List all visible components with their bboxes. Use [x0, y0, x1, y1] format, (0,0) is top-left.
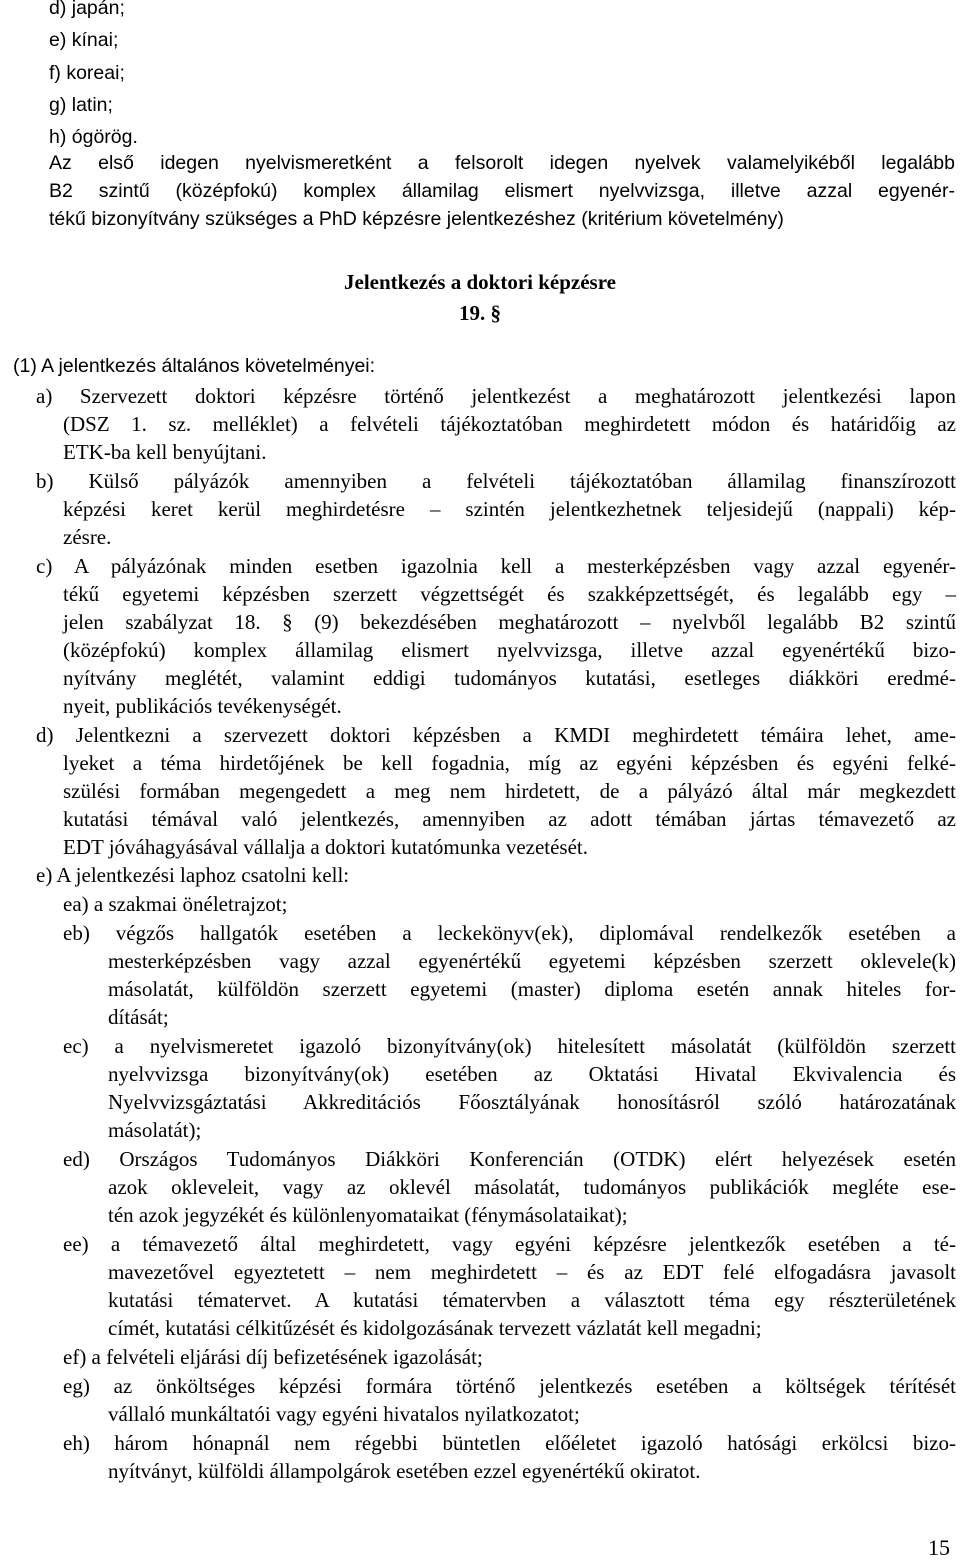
item-c-line: jelen szabályzat 18. § (9) bekezdésében meghatározott – nyelvből legalább B2 szintű: [63, 610, 956, 634]
item-a-line: ETK-ba kell benyújtani.: [63, 440, 267, 464]
list-item-d: d) japán;: [49, 0, 125, 19]
item-ed-line: azok okleveleit, vagy az oklevél másolatát, tudományos publikációk megléte ese-: [108, 1175, 956, 1199]
item-ed-line: ed) Országos Tudományos Diákköri Konferencián (OTDK) elért helyezések esetén: [63, 1147, 956, 1171]
item-ea: ea) a szakmai önéletrajzot;: [63, 892, 288, 916]
item-eb-line: mesterképzésben vagy azzal egyenértékű egyetemi képzésben szerzett oklevele(k): [108, 949, 956, 973]
item-d-line: EDT jóváhagyásával vállalja a doktori kutatómunka vezetését.: [63, 835, 589, 859]
item-eb-line: másolatát, külföldön szerzett egyetemi (master) diploma esetén annak hiteles for-: [108, 977, 956, 1001]
item-ee-line: mavezetővel egyeztetett – nem meghirdetett – és az EDT felé elfogadásra javasolt: [108, 1260, 956, 1284]
item-b-line: b) Külső pályázók amennyiben a felvételi tájékoztatóban államilag finanszírozott: [36, 469, 956, 493]
item-ee-line: ee) a témavezető által meghirdetett, vagy egyéni képzésre jelentkezők esetében a té-: [63, 1232, 956, 1256]
language-paragraph-line: Az első idegen nyelvismeretként a felsorolt idegen nyelvek valamelyikéből legalább: [49, 152, 955, 174]
item-c-line: (középfokú) komplex államilag elismert nyelvvizsga, illetve azzal egyenértékű bizo-: [63, 638, 956, 662]
section-title: Jelentkezés a doktori képzésre: [344, 270, 616, 294]
item-d-line: szülési formában megengedett a meg nem hirdetett, de a pályázó által már megkezdett: [63, 779, 956, 803]
item-ec-line: ec) a nyelvismeretet igazoló bizonyítvány(ok) hitelesített másolatát (külföldön szerzett: [63, 1034, 956, 1058]
item-ed-line: tén azok jegyzékét és különlenyomataikat (fénymásolataikat);: [108, 1203, 628, 1227]
item-d-line: d) Jelentkezni a szervezett doktori képzésben a KMDI meghirdetett témáira lehet, ame-: [36, 723, 956, 747]
item-eg-line: eg) az önköltséges képzési formára történő jelentkezés esetében a költségek térítését: [63, 1374, 956, 1398]
item-c-line: nyeit, publikációs tevékenységét.: [63, 694, 342, 718]
item-ee-line: címét, kutatási célkitűzését és kidolgozásának tervezett vázlatát kell megadni;: [108, 1316, 762, 1340]
item-eh-line: nyítványt, külföldi állampolgárok esetében ezzel egyenértékű okiratot.: [108, 1459, 701, 1483]
item-b-line: képzési keret kerül meghirdetésre – szintén jelentkezhetnek teljesidejű (nappali) kép-: [63, 497, 956, 521]
list-item-f: f) koreai;: [49, 62, 125, 84]
item-ee-line: kutatási tématervet. A kutatási tématervben a választott téma egy részterületének: [108, 1288, 956, 1312]
section-intro: (1) A jelentkezés általános követelményei:: [13, 355, 376, 377]
paragraph-sign: §: [490, 301, 501, 325]
list-item-e: e) kínai;: [49, 29, 119, 51]
list-item-g: g) latin;: [49, 94, 113, 116]
item-eh-line: eh) három hónapnál nem régebbi büntetlen előéletet igazoló hatósági erkölcsi bizo-: [63, 1431, 956, 1455]
language-paragraph-line: B2 szintű (középfokú) komplex államilag elismert nyelvvizsga, illetve azzal egyenér-: [49, 180, 955, 202]
section-number: 19. §: [459, 301, 501, 325]
item-c-line: c) A pályázónak minden esetben igazolnia kell a mesterképzésben vagy azzal egyenér-: [36, 554, 956, 578]
item-e-intro: e) A jelentkezési laphoz csatolni kell:: [36, 863, 350, 887]
item-eg-line: vállaló munkáltatói vagy egyéni hivatalos nyilatkozatot;: [108, 1402, 580, 1426]
item-eb-line: eb) végzős hallgatók esetében a leckekönyv(ek), diplomával rendelkezők esetében a: [63, 921, 956, 945]
item-a-line: a) Szervezett doktori képzésre történő jelentkezést a meghatározott jelentkezési lapon: [36, 384, 956, 408]
item-ec-line: másolatát);: [108, 1118, 202, 1142]
item-eb-line: dítását;: [108, 1005, 169, 1029]
page-number: 15: [928, 1535, 950, 1560]
list-item-h: h) ógörög.: [49, 126, 138, 148]
item-c-line: tékű egyetemi képzésben szerzett végzettségét és szakképzettségét, és legalább egy –: [63, 582, 956, 606]
item-ef: ef) a felvételi eljárási díj befizetésének igazolását;: [63, 1345, 483, 1369]
item-ec-line: nyelvvizsga bizonyítvány(ok) esetében az Oktatási Hivatal Ekvivalencia és: [108, 1062, 956, 1086]
language-paragraph-line: tékű bizonyítvány szükséges a PhD képzésre jelentkezéshez (kritérium követelmény): [49, 208, 784, 230]
item-c-line: nyítvány meglétét, valamint eddigi tudományos kutatási, esetleges diákköri eredmé-: [63, 666, 956, 690]
item-ec-line: Nyelvvizsgáztatási Akkreditációs Főosztályának honosításról szóló határozatának: [108, 1090, 956, 1114]
item-a-line: (DSZ 1. sz. melléklet) a felvételi tájékoztatóban meghirdetett módon és határidőig az: [63, 412, 956, 436]
item-d-line: lyeket a téma hirdetőjének be kell fogadnia, míg az egyéni képzésben és egyéni felké-: [63, 751, 956, 775]
item-b-line: zésre.: [63, 525, 112, 549]
item-d-line: kutatási témával való jelentkezés, amennyiben az adott témában jártas témavezető az: [63, 807, 956, 831]
